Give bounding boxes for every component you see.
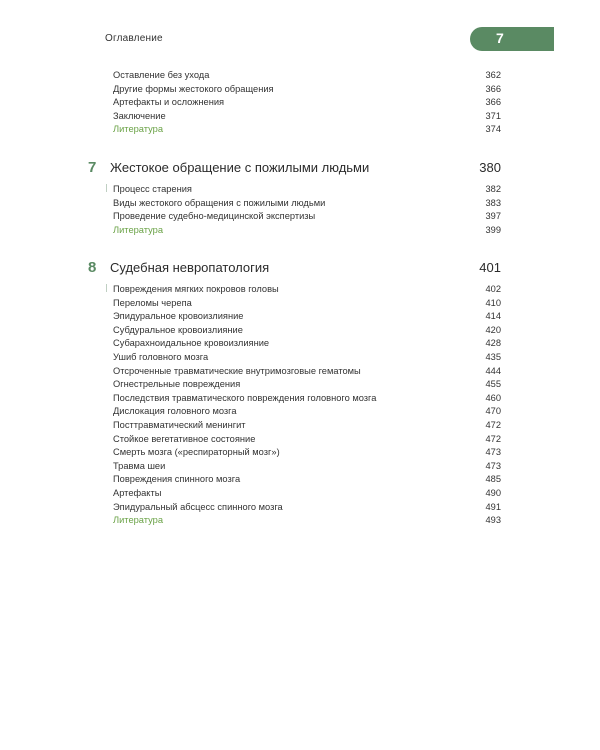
chapter-guide-line xyxy=(106,184,107,192)
toc-entry-page: 444 xyxy=(485,365,501,376)
toc-entry-label: Дислокация головного мозга xyxy=(113,406,237,417)
toc-entry-page: 485 xyxy=(485,474,501,485)
toc-entry-page: 473 xyxy=(485,447,501,458)
toc-entry[interactable] xyxy=(113,182,501,196)
toc-entry[interactable] xyxy=(113,209,501,223)
toc-entry-label: Проведение судебно-медицинской экспертизы xyxy=(113,211,316,222)
toc-entry-page: 455 xyxy=(485,379,501,390)
toc-entry-label: Заключение xyxy=(113,110,166,121)
toc-entry[interactable] xyxy=(113,418,501,432)
toc-entry-label: Литература xyxy=(113,124,164,135)
toc-entry-page: 428 xyxy=(485,338,501,349)
toc-entry-literature[interactable] xyxy=(113,223,501,237)
toc-entry-page: 493 xyxy=(485,515,501,526)
toc-entry-label: Отсроченные травматические внутримозговые гематомы xyxy=(113,365,361,376)
toc-entry-label: Огнестрельные повреждения xyxy=(113,379,241,390)
chapter-heading[interactable] xyxy=(88,258,501,278)
toc-entry-label: Литература xyxy=(113,224,164,235)
toc-entry[interactable] xyxy=(113,377,501,391)
toc-entry-page: 397 xyxy=(485,211,501,222)
toc-entry[interactable] xyxy=(113,500,501,514)
toc-entry[interactable] xyxy=(113,296,501,310)
toc-entry-label: Оставление без ухода xyxy=(113,70,210,80)
toc-entry-label: Процесс старения xyxy=(113,184,192,194)
toc-entry-page: 402 xyxy=(485,284,501,294)
toc-entry-literature[interactable] xyxy=(113,513,501,527)
toc-entry-label: Литература xyxy=(113,515,164,526)
toc-entry-label: Повреждения мягких покровов головы xyxy=(113,284,279,294)
toc-entry[interactable] xyxy=(113,472,501,486)
toc-entry[interactable] xyxy=(113,391,501,405)
toc-entry-label: Виды жестокого обращения с пожилыми людьми xyxy=(113,197,326,208)
toc-entry[interactable] xyxy=(113,459,501,473)
toc-entry[interactable] xyxy=(113,323,501,337)
toc-entry[interactable] xyxy=(113,109,501,123)
toc-entry-page: 472 xyxy=(485,420,501,430)
toc-entry-label: Эпидуральный абсцесс спинного мозга xyxy=(113,501,283,512)
chapter-heading[interactable] xyxy=(88,158,501,178)
toc-entry-page: 383 xyxy=(485,197,501,208)
toc-entry-label: Артефакты и осложнения xyxy=(113,97,225,108)
toc-entry-page: 366 xyxy=(485,97,501,108)
toc-entry[interactable] xyxy=(113,282,501,296)
toc-entry-label: Другие формы жестокого обращения xyxy=(113,83,274,94)
chapter-number: 7 xyxy=(88,159,97,176)
toc-entry[interactable] xyxy=(113,336,501,350)
toc-entry-label: Переломы черепа xyxy=(113,297,192,308)
chapter-page: 380 xyxy=(479,160,501,175)
toc-entry-literature[interactable] xyxy=(113,122,501,136)
toc-entry-page: 366 xyxy=(485,83,501,94)
toc-entry[interactable] xyxy=(113,82,501,96)
toc-entry-page: 490 xyxy=(485,488,501,498)
toc-entry-page: 473 xyxy=(485,460,501,471)
toc-entry-page: 420 xyxy=(485,324,501,335)
chapter-guide-line xyxy=(106,284,107,292)
chapter-number: 8 xyxy=(88,259,97,276)
toc-entry-label: Эпидуральное кровоизлияние xyxy=(113,311,244,322)
toc-entry-page: 410 xyxy=(485,297,501,308)
toc-entry-page: 374 xyxy=(485,124,501,135)
toc-entry-page: 399 xyxy=(485,224,501,235)
toc-entry-label: Артефакты xyxy=(113,488,162,498)
toc-entry-label: Субдуральное кровоизлияние xyxy=(113,324,243,335)
toc-entry-label: Повреждения спинного мозга xyxy=(113,474,241,485)
toc-entry-page: 371 xyxy=(485,110,501,121)
toc-entry[interactable] xyxy=(113,364,501,378)
chapter-title: Судебная невропатология xyxy=(110,260,270,275)
toc-entry[interactable] xyxy=(113,196,501,210)
chapter-title: Жестокое обращение с пожилыми людьми xyxy=(110,160,370,175)
toc-entry-label: Стойкое вегетативное состояние xyxy=(113,433,256,444)
toc-entry-page: 382 xyxy=(485,184,501,194)
toc-entry[interactable] xyxy=(113,445,501,459)
toc-entry[interactable] xyxy=(113,404,501,418)
toc-entry[interactable] xyxy=(113,350,501,364)
toc-entry[interactable] xyxy=(113,432,501,446)
toc-entry-page: 460 xyxy=(485,392,501,403)
running-header-title: Оглавление xyxy=(105,33,163,44)
toc-entry[interactable] xyxy=(113,95,501,109)
chapter-page: 401 xyxy=(479,260,501,275)
toc-entry[interactable] xyxy=(113,486,501,500)
page-number-tab xyxy=(470,27,554,51)
toc-entry-page: 472 xyxy=(485,433,501,444)
page-number: 7 xyxy=(496,30,504,46)
toc-entry-label: Травма шеи xyxy=(113,460,166,471)
toc-entry-label: Последствия травматического повреждения головного мозга xyxy=(113,392,377,403)
toc-entry-page: 362 xyxy=(485,70,501,80)
toc-entry-page: 470 xyxy=(485,406,501,417)
toc-entry-page: 491 xyxy=(485,501,501,512)
toc-entry-label: Посттравматический менингит xyxy=(113,420,246,430)
toc-entry-label: Ушиб головного мозга xyxy=(113,352,209,362)
toc-entry[interactable] xyxy=(113,68,501,82)
toc-entry-label: Субарахноидальное кровоизлияние xyxy=(113,338,270,349)
toc-entry-label: Смерть мозга («респираторный мозг») xyxy=(113,447,280,458)
toc-entry[interactable] xyxy=(113,309,501,323)
toc-entry-page: 435 xyxy=(485,352,501,362)
toc-entry-page: 414 xyxy=(485,311,501,322)
